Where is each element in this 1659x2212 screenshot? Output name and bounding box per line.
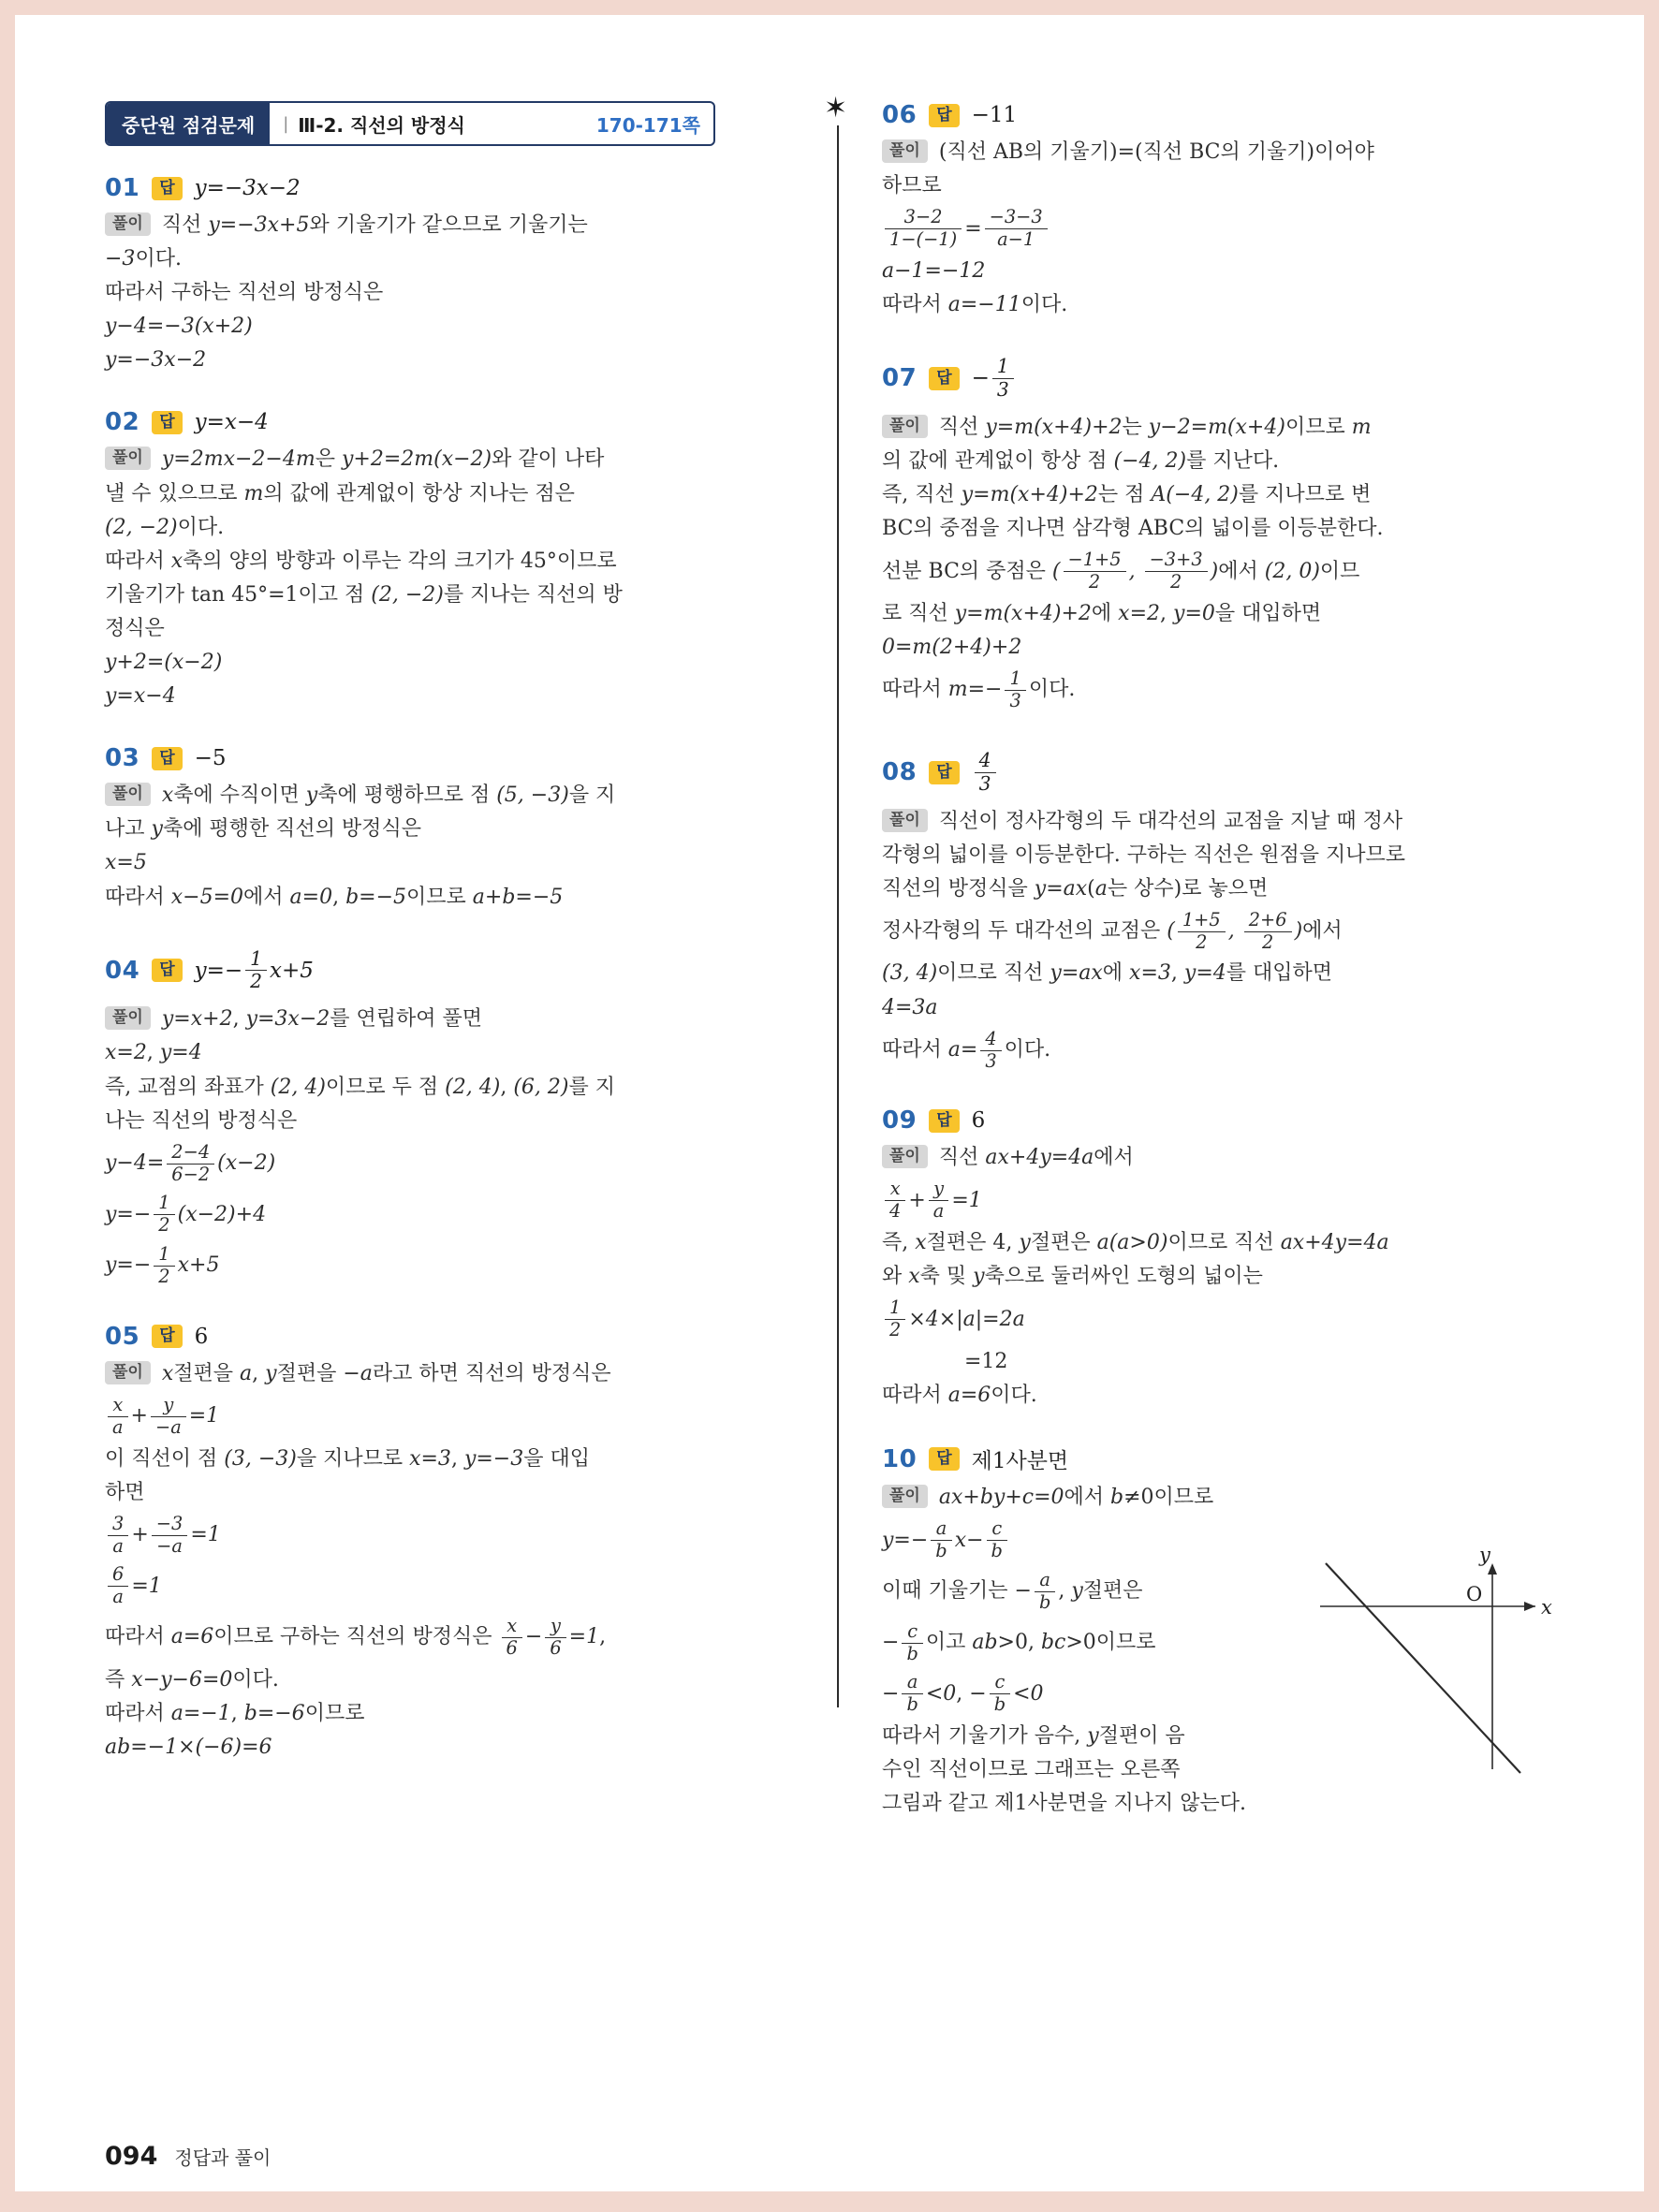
problem-number: 09 bbox=[882, 1106, 918, 1135]
fraction: $\frac{-3-3}{a-1}$ bbox=[985, 207, 1048, 251]
solution-line bbox=[882, 1176, 1562, 1225]
answer-badge: 답 bbox=[152, 177, 182, 200]
figure-x-axis-label: x bbox=[1541, 1596, 1552, 1619]
problem-block bbox=[105, 945, 766, 1291]
fraction: $\frac{x}{6}$ bbox=[502, 1616, 522, 1660]
solution-line bbox=[105, 311, 766, 343]
page bbox=[15, 15, 1644, 2191]
divider-star-icon: ✶ bbox=[824, 92, 848, 125]
solution-text: 따라서 a=−11이다. bbox=[882, 292, 1068, 316]
quadrant-graph-svg bbox=[1299, 1548, 1562, 1777]
solution-line bbox=[105, 1561, 766, 1611]
solution-badge: 풀이 bbox=[882, 139, 928, 163]
solution-body bbox=[105, 1003, 766, 1290]
solution-line bbox=[105, 1511, 766, 1560]
problem-block bbox=[105, 174, 766, 376]
solution-text: $\frac{3-2}{1-(-1)}$ = $\frac{-3-3}{a-1}$ bbox=[882, 217, 1050, 241]
solution-line bbox=[105, 579, 766, 611]
solution-badge: 풀이 bbox=[105, 783, 151, 806]
fraction: $\frac{a}{b}$ bbox=[902, 1672, 922, 1716]
solution-text: BC의 중점을 지나면 삼각형 ABC의 넓이를 이등분한다. bbox=[882, 517, 1384, 541]
solution-text: 직선의 방정식을 y=ax(a는 상수)로 놓으면 bbox=[882, 876, 1269, 901]
fraction: $\frac{c}{b}$ bbox=[990, 1672, 1010, 1716]
solution-text: 직선이 정사각형의 두 대각선의 교점을 지날 때 정사 bbox=[938, 809, 1403, 833]
solution-text: 4=3a bbox=[882, 995, 938, 1019]
solution-line bbox=[882, 479, 1562, 511]
problem-block bbox=[105, 744, 766, 913]
solution-text: 정식은 bbox=[105, 616, 165, 640]
solution-text: ab=−1×(−6)=6 bbox=[105, 1736, 272, 1759]
solution-line bbox=[882, 992, 1562, 1024]
solution-line bbox=[105, 1732, 766, 1764]
solution-text: − $\frac{c}{b}$ 이고 ab>0, bc>0이므로 bbox=[882, 1619, 1156, 1664]
solution-text: 따라서 x축의 양의 방향과 이루는 각의 크기가 45°이므로 bbox=[105, 549, 617, 573]
fraction: $\frac{a}{b}$ bbox=[931, 1518, 951, 1562]
solution-line bbox=[105, 813, 766, 845]
solution-line bbox=[882, 1295, 1562, 1344]
solution-line bbox=[882, 840, 1562, 872]
problem-number: 06 bbox=[882, 101, 918, 129]
fraction: $\frac{3-2}{1-(-1)}$ bbox=[885, 207, 962, 251]
solution-line bbox=[105, 344, 766, 376]
answer-badge: 답 bbox=[152, 959, 182, 982]
solution-line bbox=[105, 1698, 766, 1730]
solution-text: 이때 기울기는 − $\frac{a}{b}$ , y절편은 bbox=[882, 1568, 1143, 1613]
solution-text: 즉, x절편은 4, y절편은 a(a>0)이므로 직선 ax+4y=4a bbox=[882, 1231, 1389, 1255]
solution-line bbox=[105, 1139, 766, 1189]
fraction: $\frac{a}{b}$ bbox=[1035, 1570, 1055, 1614]
fraction: $\frac{x}{a}$ bbox=[108, 1395, 128, 1439]
header-separator: | bbox=[283, 113, 289, 134]
solution-line bbox=[105, 1664, 766, 1696]
problem-block bbox=[882, 101, 1562, 321]
answer-badge: 답 bbox=[929, 367, 959, 390]
solution-badge: 풀이 bbox=[882, 1485, 928, 1508]
answer-text: −5 bbox=[194, 746, 227, 771]
section-header bbox=[105, 101, 715, 146]
fraction: $\frac{1}{3}$ bbox=[1005, 668, 1025, 712]
fraction: $\frac{4}{3}$ bbox=[975, 750, 996, 796]
solution-body bbox=[105, 444, 766, 712]
fraction: $\frac{4}{3}$ bbox=[980, 1029, 1001, 1073]
solution-line bbox=[105, 1613, 766, 1663]
fraction: $\frac{1}{2}$ bbox=[245, 948, 267, 994]
solution-line bbox=[105, 1190, 766, 1239]
problem-block bbox=[882, 1106, 1562, 1412]
answer-badge: 답 bbox=[929, 1109, 959, 1133]
fraction: $\frac{1+5}{2}$ bbox=[1178, 910, 1226, 954]
solution-text: 따라서 a=−1, b=−6이므로 bbox=[105, 1701, 365, 1725]
solution-line bbox=[105, 1358, 766, 1390]
solution-line bbox=[882, 1380, 1562, 1412]
solution-badge: 풀이 bbox=[105, 1361, 151, 1384]
solution-line bbox=[882, 598, 1562, 630]
problem-head bbox=[105, 408, 766, 436]
solution-line bbox=[105, 444, 766, 476]
problem-head bbox=[882, 747, 1562, 798]
solution-text: (3, 4)이므로 직선 y=ax에 x=3, y=4를 대입하면 bbox=[882, 961, 1333, 986]
right-column bbox=[882, 101, 1562, 1852]
solution-line bbox=[105, 512, 766, 544]
problem-head bbox=[105, 174, 766, 202]
solution-text: 하므로 bbox=[882, 174, 942, 198]
problem-number: 10 bbox=[882, 1444, 918, 1473]
solution-line bbox=[105, 780, 766, 812]
answer-badge: 답 bbox=[929, 1447, 959, 1471]
solution-text: 직선 y=−3x+5와 기울기가 같으므로 기울기는 bbox=[161, 213, 588, 237]
solution-text: 0=m(2+4)+2 bbox=[882, 635, 1022, 659]
solution-line bbox=[105, 243, 766, 275]
problem-number: 02 bbox=[105, 408, 140, 437]
solution-line bbox=[882, 513, 1562, 545]
solution-line bbox=[105, 1392, 766, 1442]
solution-line bbox=[882, 289, 1562, 321]
solution-text: x절편을 a, y절편을 −a라고 하면 직선의 방정식은 bbox=[161, 1361, 611, 1385]
problem-head bbox=[105, 744, 766, 772]
solution-text: $\frac{x}{a}$ + $\frac{y}{-a}$ =1 bbox=[105, 1404, 219, 1428]
problem-number: 08 bbox=[882, 758, 918, 787]
solution-text: 각형의 넓이를 이등분한다. 구하는 직선은 원점을 지나므로 bbox=[882, 842, 1406, 867]
solution-line bbox=[105, 478, 766, 510]
problem-block bbox=[882, 353, 1562, 715]
answer-badge: 답 bbox=[152, 411, 182, 434]
fraction: $\frac{2+6}{2}$ bbox=[1244, 910, 1292, 954]
solution-text: a−1=−12 bbox=[882, 258, 986, 283]
fraction: $\frac{3}{a}$ bbox=[108, 1514, 128, 1558]
problem-head bbox=[105, 945, 766, 997]
problem-head bbox=[882, 353, 1562, 404]
solution-text: 하면 bbox=[105, 1480, 145, 1504]
header-badge: 중단원 점검문제 bbox=[107, 103, 270, 144]
solution-line bbox=[882, 1482, 1562, 1514]
fraction: $\frac{2-4}{6-2}$ bbox=[167, 1142, 214, 1186]
solution-text: 직선 ax+4y=4a에서 bbox=[938, 1146, 1134, 1170]
solution-badge: 풀이 bbox=[105, 447, 151, 470]
answer-badge: 답 bbox=[152, 747, 182, 770]
solution-text: 따라서 기울기가 음수, y절편이 음 bbox=[882, 1724, 1185, 1749]
fraction: $\frac{y}{-a}$ bbox=[151, 1395, 186, 1439]
solution-text: $\frac{6}{a}$ =1 bbox=[105, 1575, 162, 1598]
solution-text: ax+by+c=0에서 b≠0이므로 bbox=[938, 1486, 1214, 1510]
fraction: $\frac{1}{2}$ bbox=[885, 1297, 905, 1341]
answer-badge: 답 bbox=[929, 104, 959, 127]
solution-text: 와 x축 및 y축으로 둘러싸인 도형의 넓이는 bbox=[882, 1265, 1263, 1289]
answer-badge: 답 bbox=[929, 761, 959, 784]
header-section-title: Ⅲ-2. 직선의 방정식 bbox=[298, 113, 465, 137]
solution-line bbox=[882, 547, 1562, 596]
fraction: $\frac{1}{2}$ bbox=[154, 1193, 174, 1237]
solution-line bbox=[882, 666, 1562, 715]
fraction: $\frac{y}{a}$ bbox=[929, 1179, 949, 1223]
solution-text: 로 직선 y=m(x+4)+2에 x=2, y=0을 대입하면 bbox=[882, 601, 1322, 625]
solution-text: 즉, 교점의 좌표가 (2, 4)이므로 두 점 (2, 4), (6, 2)를 지 bbox=[105, 1075, 615, 1099]
fraction: $\frac{1}{3}$ bbox=[992, 356, 1014, 402]
answer-text bbox=[972, 747, 999, 798]
answer-text: −11 bbox=[971, 103, 1018, 127]
solution-badge: 풀이 bbox=[105, 1006, 151, 1030]
solution-line bbox=[882, 1142, 1562, 1174]
solution-line bbox=[105, 277, 766, 309]
problem-number: 01 bbox=[105, 174, 140, 202]
fraction: $\frac{-3}{-a}$ bbox=[152, 1514, 188, 1558]
solution-body bbox=[882, 137, 1562, 321]
solution-line bbox=[105, 613, 766, 645]
problem-block bbox=[882, 1443, 1562, 1820]
fraction: $\frac{y}{6}$ bbox=[545, 1616, 565, 1660]
solution-badge: 풀이 bbox=[882, 415, 928, 438]
solution-body bbox=[105, 210, 766, 376]
figure-y-axis-label: y bbox=[1479, 1548, 1490, 1567]
fraction: $\frac{1}{2}$ bbox=[154, 1244, 174, 1288]
solution-line bbox=[882, 256, 1562, 287]
solution-line bbox=[105, 1003, 766, 1035]
solution-text: y−4= $\frac{2-4}{6-2}$ (x−2) bbox=[105, 1140, 276, 1185]
column-divider bbox=[824, 92, 848, 1707]
solution-line bbox=[882, 137, 1562, 168]
solution-text: y=x+2, y=3x−2를 연립하여 풀면 bbox=[161, 1007, 483, 1032]
solution-line bbox=[882, 907, 1562, 957]
solution-text: $\frac{1}{2}$ ×4×|a|=2a bbox=[882, 1308, 1025, 1331]
solution-body bbox=[105, 780, 766, 913]
answer-text: 6 bbox=[194, 1324, 209, 1349]
solution-text: y=− $\frac{1}{2}$ x+5 bbox=[105, 1243, 220, 1287]
problem-block bbox=[105, 1323, 766, 1764]
solution-body bbox=[882, 1142, 1562, 1412]
solution-line bbox=[105, 681, 766, 712]
solution-text: y−4=−3(x+2) bbox=[105, 315, 253, 339]
solution-text: 나는 직선의 방정식은 bbox=[105, 1108, 298, 1133]
problem-number: 07 bbox=[882, 364, 918, 393]
solution-line bbox=[105, 882, 766, 914]
solution-line bbox=[105, 210, 766, 242]
solution-line bbox=[882, 170, 1562, 202]
solution-text: 따라서 a=6이므로 구하는 직선의 방정식은 $\frac{x}{6}$ − $\frac{y}{6}$ =1, bbox=[105, 1615, 607, 1659]
problem-number: 03 bbox=[105, 744, 140, 773]
solution-line bbox=[882, 1227, 1562, 1259]
solution-line bbox=[882, 958, 1562, 989]
solution-text: y=− $\frac{a}{b}$ x− $\frac{c}{b}$ bbox=[882, 1529, 1010, 1552]
solution-text: $\frac{3}{a}$ + $\frac{-3}{-a}$ =1 bbox=[105, 1523, 221, 1546]
solution-text: 즉, 직선 y=m(x+4)+2는 점 A(−4, 2)를 지나므로 변 bbox=[882, 483, 1372, 506]
quadrant-graph-figure bbox=[1299, 1548, 1562, 1777]
solution-line bbox=[882, 446, 1562, 477]
solution-line bbox=[105, 1072, 766, 1104]
page-footer bbox=[105, 2142, 271, 2171]
answer-text: 6 bbox=[971, 1108, 986, 1134]
left-column bbox=[105, 174, 766, 1795]
answer-text: 제1사분면 bbox=[971, 1449, 1069, 1474]
answer-text: y=−3x−2 bbox=[194, 176, 301, 200]
problem-number: 05 bbox=[105, 1322, 140, 1351]
fraction: $\frac{x}{4}$ bbox=[885, 1179, 905, 1223]
solution-text: 따라서 구하는 직선의 방정식은 bbox=[105, 281, 384, 305]
solution-text: x=5 bbox=[105, 851, 147, 875]
answer-badge: 답 bbox=[152, 1325, 182, 1348]
problem-number: 04 bbox=[105, 956, 140, 985]
solution-line bbox=[882, 204, 1562, 254]
solution-line bbox=[105, 1443, 766, 1475]
solution-line bbox=[105, 847, 766, 879]
solution-text: y+2=(x−2) bbox=[105, 651, 223, 675]
solution-badge: 풀이 bbox=[882, 809, 928, 832]
solution-text: 그림과 같고 제1사분면을 지나지 않는다. bbox=[882, 1792, 1246, 1816]
problem-head bbox=[105, 1323, 766, 1351]
solution-text: − $\frac{a}{b}$ <0, − $\frac{c}{b}$ <0 bbox=[882, 1671, 1044, 1716]
solution-line bbox=[882, 412, 1562, 444]
answer-text: y=x−4 bbox=[194, 410, 269, 435]
solution-text: 낼 수 있으므로 m의 값에 관계없이 항상 지나는 점은 bbox=[105, 481, 575, 505]
solution-line bbox=[105, 1037, 766, 1069]
solution-body bbox=[105, 1358, 766, 1764]
solution-line bbox=[882, 1026, 1562, 1076]
solution-text: 즉 x−y−6=0이다. bbox=[105, 1667, 279, 1692]
solution-line bbox=[882, 1788, 1562, 1820]
solution-text: (직선 AB의 기울기)=(직선 BC의 기울기)이어야 bbox=[938, 140, 1374, 164]
solution-text: 따라서 x−5=0에서 a=0, b=−5이므로 a+b=−5 bbox=[105, 885, 564, 909]
solution-line bbox=[105, 647, 766, 679]
solution-line bbox=[105, 1477, 766, 1509]
solution-line bbox=[105, 546, 766, 578]
solution-text: y=−3x−2 bbox=[105, 348, 207, 373]
solution-text: 기울기가 tan 45°=1이고 점 (2, −2)를 지나는 직선의 방 bbox=[105, 582, 623, 607]
solution-line bbox=[882, 1261, 1562, 1293]
solution-text: 나고 y축에 평행한 직선의 방정식은 bbox=[105, 817, 421, 842]
solution-text: 정사각형의 두 대각선의 교점은 ( $\frac{1+5}{2}$ , $\frac{2+6}{2}$ )에서 bbox=[882, 908, 1343, 953]
solution-line bbox=[882, 632, 1562, 664]
problem-head bbox=[882, 1106, 1562, 1135]
fraction: $\frac{-3+3}{2}$ bbox=[1145, 549, 1208, 593]
answer-text: y=− $\frac{1}{2}$ x+5 bbox=[194, 946, 314, 993]
solution-badge: 풀이 bbox=[882, 1145, 928, 1168]
fraction: $\frac{c}{b}$ bbox=[987, 1518, 1007, 1562]
footer-label: 정답과 풀이 bbox=[174, 2146, 272, 2169]
fraction: $\frac{c}{b}$ bbox=[902, 1621, 922, 1665]
solution-text: 따라서 a= $\frac{4}{3}$ 이다. bbox=[882, 1027, 1051, 1072]
solution-line bbox=[882, 1346, 1562, 1378]
solution-text: x=2, y=4 bbox=[105, 1041, 202, 1065]
solution-text: 이 직선이 점 (3, −3)을 지나므로 x=3, y=−3을 대입 bbox=[105, 1446, 590, 1471]
solution-text: y=− $\frac{1}{2}$ (x−2)+4 bbox=[105, 1192, 267, 1237]
problem-block bbox=[105, 408, 766, 712]
solution-text: x축에 수직이면 y축에 평행하므로 점 (5, −3)을 지 bbox=[161, 784, 616, 808]
solution-line bbox=[105, 1241, 766, 1291]
header-page-range: 170-171쪽 bbox=[595, 113, 700, 137]
solution-line bbox=[882, 873, 1562, 905]
solution-text: 직선 y=m(x+4)+2는 y−2=m(x+4)이므로 m bbox=[938, 415, 1372, 439]
solution-text: y=2mx−2−4m은 y+2=2m(x−2)와 같이 나타 bbox=[161, 447, 605, 472]
solution-body bbox=[882, 806, 1562, 1076]
solution-body bbox=[882, 412, 1562, 715]
fraction: $\frac{6}{a}$ bbox=[108, 1564, 128, 1608]
figure-origin-label: O bbox=[1466, 1583, 1483, 1606]
solution-text: −3이다. bbox=[105, 247, 182, 271]
solution-text: =12 bbox=[882, 1350, 1008, 1373]
problem-head bbox=[882, 1443, 1562, 1474]
solution-line bbox=[882, 806, 1562, 838]
solution-text: y=x−4 bbox=[105, 684, 176, 709]
solution-text: 따라서 m=− $\frac{1}{3}$ 이다. bbox=[882, 667, 1076, 711]
solution-line bbox=[105, 1106, 766, 1137]
solution-text: 수인 직선이므로 그래프는 오른쪽 bbox=[882, 1758, 1181, 1782]
fraction: $\frac{-1+5}{2}$ bbox=[1064, 549, 1126, 593]
problem-head bbox=[882, 101, 1562, 129]
solution-text: 의 값에 관계없이 항상 점 (−4, 2)를 지난다. bbox=[882, 448, 1280, 473]
solution-badge: 풀이 bbox=[105, 212, 151, 236]
solution-text: $\frac{x}{4}$ + $\frac{y}{a}$ =1 bbox=[882, 1189, 982, 1212]
problem-block bbox=[882, 747, 1562, 1076]
solution-text: 따라서 a=6이다. bbox=[882, 1384, 1037, 1408]
page-number: 094 bbox=[105, 2142, 158, 2171]
solution-text: 선분 BC의 중점은 ( $\frac{-1+5}{2}$ , $\frac{-3+3}{2}$ )에서 (2, 0)이므 bbox=[882, 549, 1360, 593]
answer-text: − $\frac{1}{3}$ bbox=[972, 353, 1017, 404]
solution-text: (2, −2)이다. bbox=[105, 515, 225, 539]
